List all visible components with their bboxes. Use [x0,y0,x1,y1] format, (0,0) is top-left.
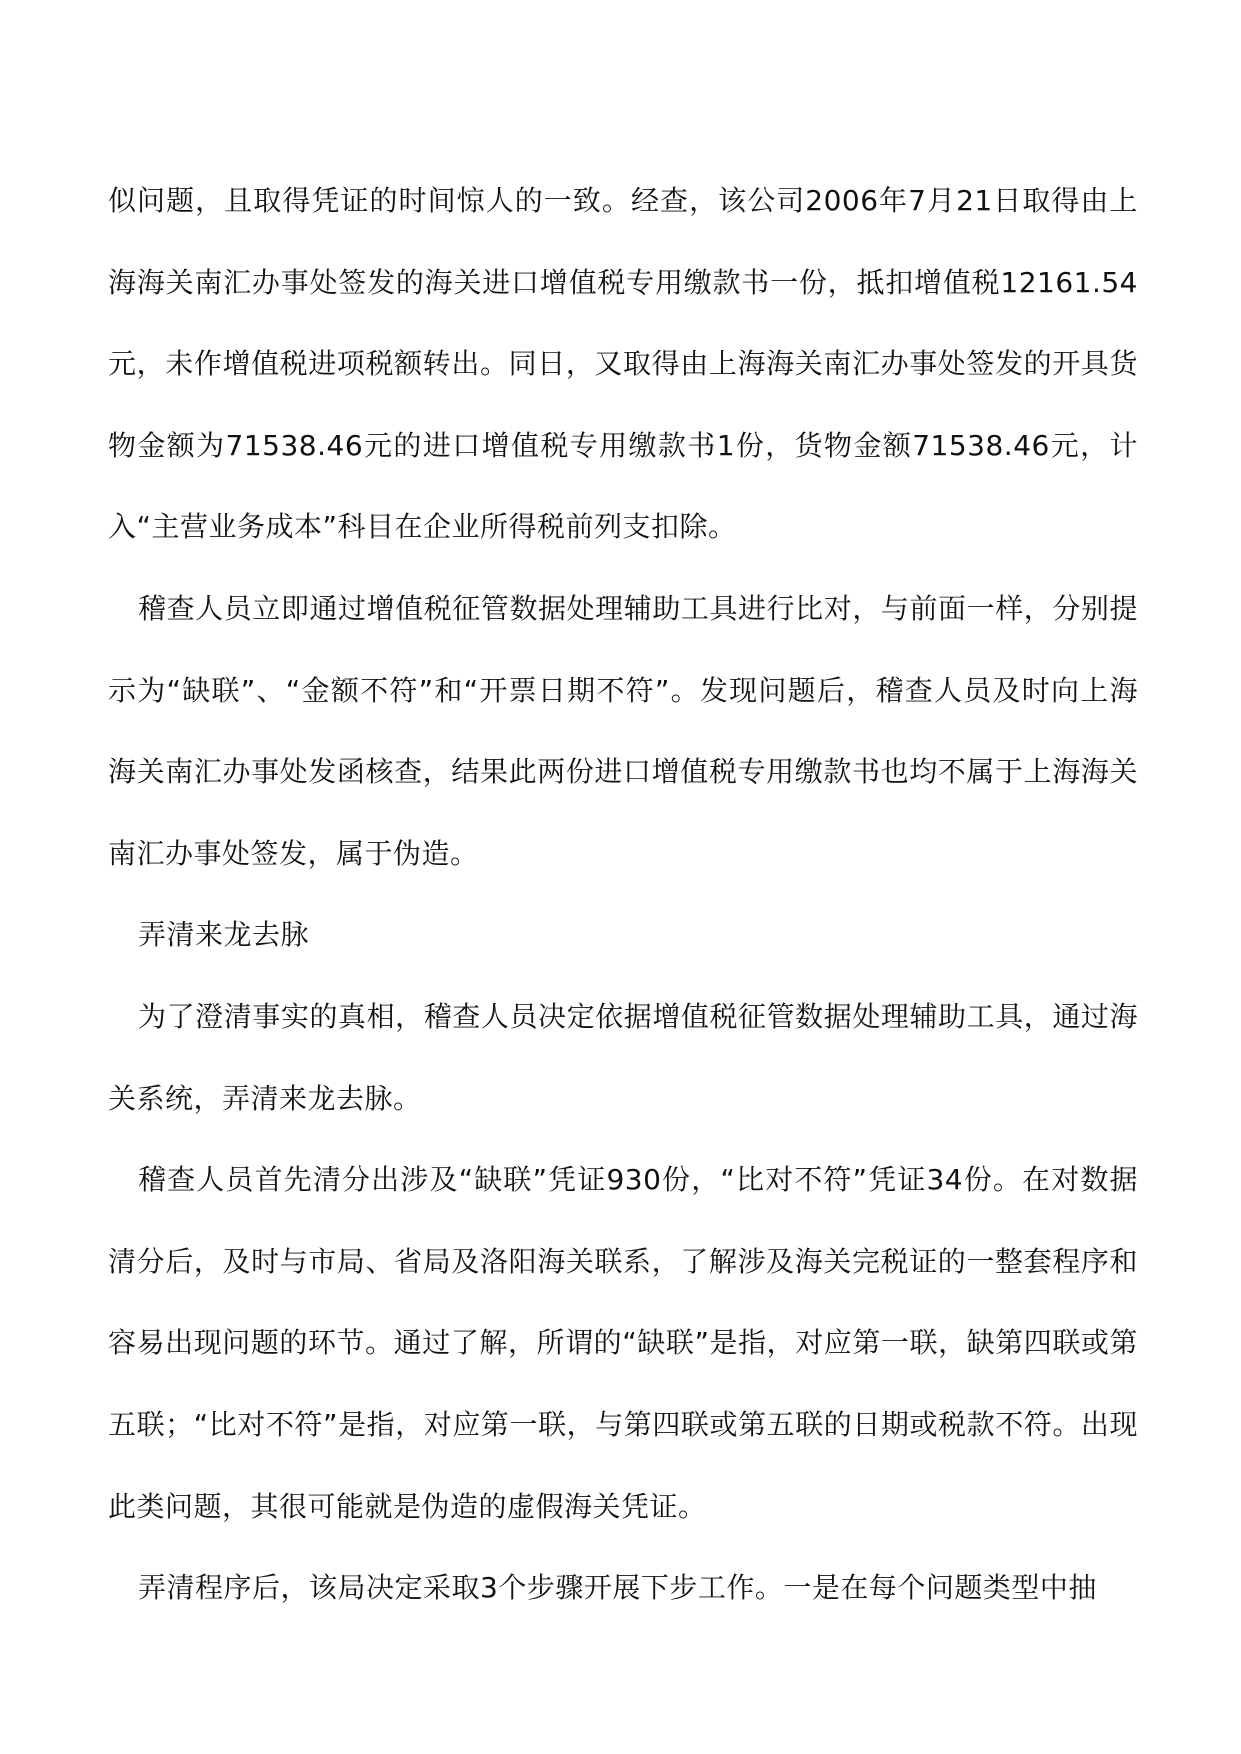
section-heading: 弄清来龙去脉 [138,918,310,952]
paragraph-2: 稽查人员立即通过增值税征管数据处理辅助工具进行比对，与前面一样，分别提示为“缺联”、“金额不符”和“开票日期不符”。发现问题后，稽查人员及时向上海海关南汇办事处发函核查，结果此两份进口增值税专用缴款书也均不属于上海海关南汇办事处签发，属于伪造。 [108,591,1138,870]
paragraph-1: 似问题，且取得凭证的时间惊人的一致。经查，该公司2006年7月21日取得由上海海关南汇办事处签发的海关进口增值税专用缴款书一份，抵扣增值税12161.54元，未作增值税进项税额转出。同日，又取得由上海海关南汇办事处签发的开具货物金额为71538.46元的进口增值税专用缴款书1份，货物金额71538.46元，计入“主营业务成本”科目在企业所得税前列支扣除。 [108,184,1138,544]
paragraph-5: 弄清程序后，该局决定采取3个步骤开展下步工作。一是在每个问题类型中抽 [138,1571,1097,1605]
document-body [108,160,1138,1629]
paragraph-4: 稽查人员首先清分出涉及“缺联”凭证930份，“比对不符”凭证34份。在对数据清分后，及时与市局、省局及洛阳海关联系，了解涉及海关完税证的一整套程序和容易出现问题的环节。通过了解，所谓的“缺联”是指，对应第一联，缺第四联或第五联；“比对不符”是指，对应第一联，与第四联或第五联的日期或税款不符。出现此类问题，其很可能就是伪造的虚假海关凭证。 [108,1163,1138,1523]
paragraph-3: 为了澄清事实的真相，稽查人员决定依据增值税征管数据处理辅助工具，通过海关系统，弄清来龙去脉。 [108,999,1138,1115]
